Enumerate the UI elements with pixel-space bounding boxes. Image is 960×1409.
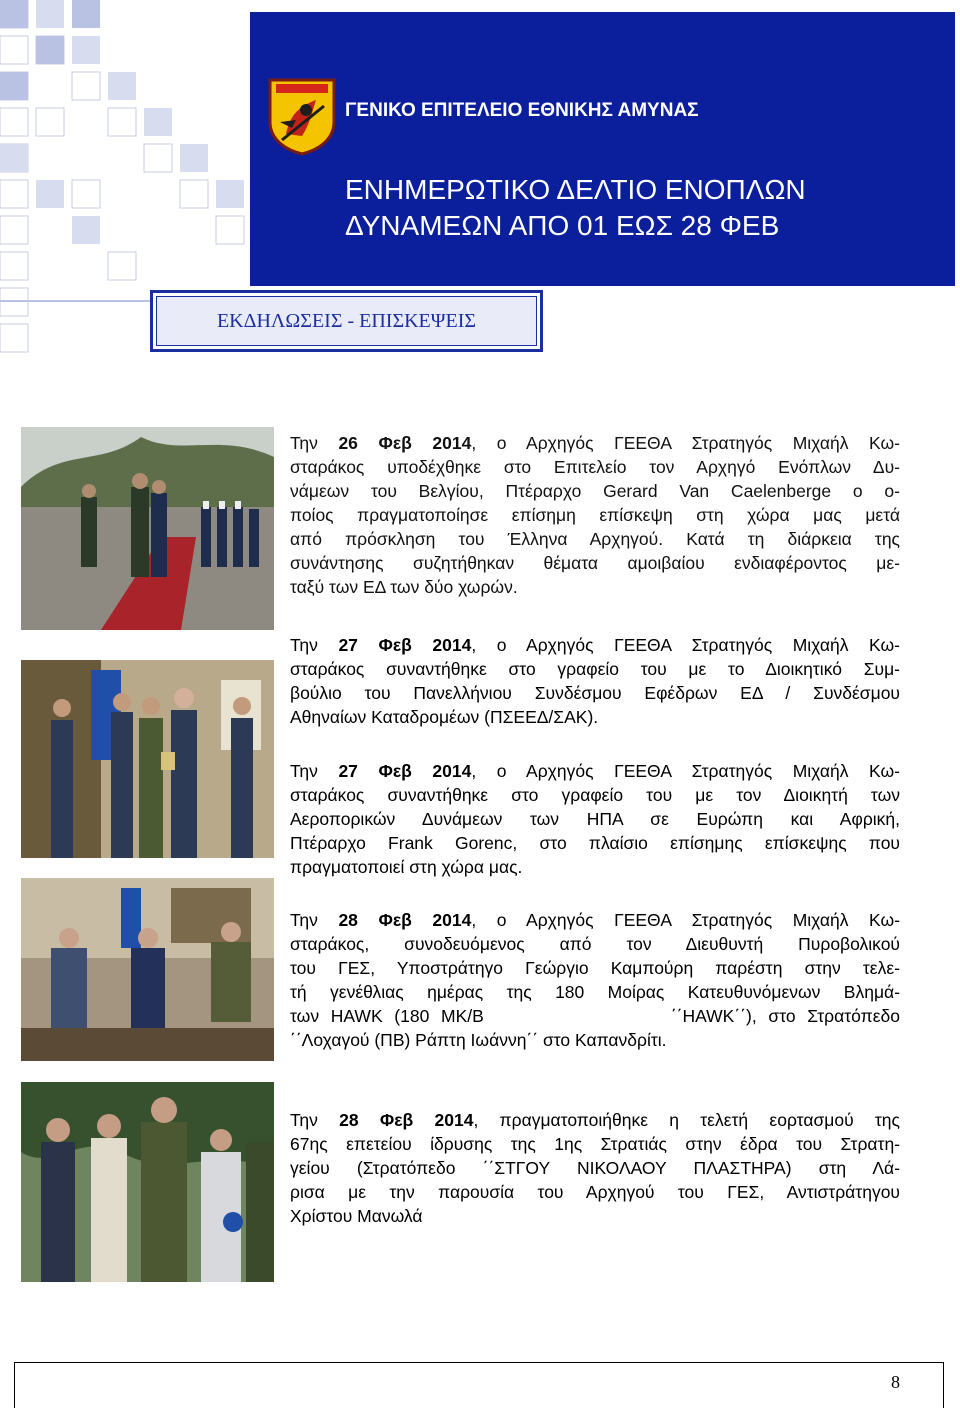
article-3-line-4: Πτέραρχο Frank Gorenc, στο πλαίσιο επίσημης επίσκεψης που [290, 833, 900, 853]
photo-anniversary-ceremony [21, 1082, 274, 1282]
article-4-line-2: σταράκος, συνοδευόμενος από τον Διευθυντή Πυροβολικού [290, 934, 900, 954]
article-5-line-3: γείου (Στρατόπεδο ΄΄ΣΤΓΟΥ ΝΙΚΟΛΑΟΥ ΠΛΑΣΤΗΡΑ) στη Λά- [290, 1158, 900, 1178]
article-1-line-3: νάμεων του Βελγίου, Πτέραρχο Gerard Van Caelenberge ο ο- [290, 481, 900, 501]
article-4-line-6: ΄΄Λοχαγού (ΠΒ) Ράπτη Ιωάννη΄΄ στο Καπανδρίτι. [290, 1030, 667, 1050]
article-1 [290, 431, 900, 599]
article-1-line-7: ταξύ των ΕΔ των δύο χωρών. [290, 577, 518, 597]
photo-guard-of-honour [21, 427, 274, 630]
article-3-line-3: Αεροπορικών Δυνάμεων των ΗΠΑ σε Ευρώπη και Αφρική, [290, 809, 900, 829]
page-number: 8 [891, 1372, 900, 1392]
footer-frame [14, 1362, 944, 1409]
article-2-line-2: σταράκος συναντήθηκε στο γραφείο του με το Διοικητικό Συμ- [290, 659, 900, 679]
article-4-line-4: τή γενέθλιας ημέρας της 180 Μοίρας Κατευθυνόμενων Βλημά- [290, 982, 900, 1002]
article-4-line-1: Την 28 Φεβ 2014, ο Αρχηγός ΓΕΕΘΑ Στρατηγός Μιχαήλ Κω- [290, 910, 900, 930]
article-5-line-2: 67ης επετείου ίδρυσης της 1ης Στρατιάς στην έδρα του Στρατη- [290, 1134, 900, 1154]
article-3-line-2: σταράκος συναντήθηκε στο γραφείο του με τον Διοικητή των [290, 785, 900, 805]
photo-office-meeting-reservists [21, 660, 274, 858]
article-5-line-4: ρισα με την παρουσία του Αρχηγού του ΓΕΣ, Αντιστράτηγου [290, 1182, 900, 1202]
section-title: ΕΚΔΗΛΩΣΕΙΣ - ΕΠΙΣΚΕΨΕΙΣ [216, 309, 477, 332]
general-staff-emblem [266, 76, 338, 156]
article-5 [290, 1108, 900, 1228]
article-3-line-5: πραγματοποιεί στη χώρα μας. [290, 857, 523, 877]
article-1-line-5: από πρόσκληση του Έλληνα Αρχηγού. Κατά τη διάρκεια της [290, 529, 900, 549]
article-4-line-3: του ΓΕΣ, Υποστράτηγο Γεώργιο Καμπούρη παρέστη στην τελε- [290, 958, 900, 978]
footer-frame-left [14, 1362, 15, 1408]
article-2-line-3: βούλιο του Πανελλήνιου Συνδέσμου Εφέδρων ΕΔ / Συνδέσμου [290, 683, 900, 703]
article-5-line-5: Χρίστου Μανωλά [290, 1206, 423, 1226]
article-4-line-5: των HAWK (180 ΜΚ/Β ΄΄HAWK΄΄), στο Στρατόπεδο [290, 1006, 900, 1026]
article-1-line-2: σταράκος υποδέχθηκε στο Επιτελείο τον Αρχηγό Ενόπλων Δυ- [290, 457, 900, 477]
article-4 [290, 908, 900, 1052]
bulletin-title [345, 172, 806, 244]
article-5-line-1: Την 28 Φεβ 2014, πραγματοποιήθηκε η τελετή εορτασμού της [290, 1110, 900, 1130]
article-2-line-4: Αθηναίων Καταδρομέων (ΠΣΕΕΔ/ΣΑΚ). [290, 707, 599, 727]
header-band [250, 12, 955, 286]
article-1-line-1: Την 26 Φεβ 2014, ο Αρχηγός ΓΕΕΘΑ Στρατηγός Μιχαήλ Κω- [290, 433, 900, 453]
article-3-line-1: Την 27 Φεβ 2014, ο Αρχηγός ΓΕΕΘΑ Στρατηγός Μιχαήλ Κω- [290, 761, 900, 781]
article-2 [290, 633, 900, 729]
organization-name: ΓΕΝΙΚΟ ΕΠΙΤΕΛΕΙΟ ΕΘΝΙΚΗΣ ΑΜΥΝΑΣ [345, 100, 699, 121]
bulletin-title-line-2: ΔΥΝΑΜΕΩΝ ΑΠΟ 01 ΕΩΣ 28 ΦΕΒ [345, 210, 780, 241]
article-3 [290, 759, 900, 879]
bulletin-title-line-1: ΕΝΗΜΕΡΩΤΙΚΟ ΔΕΛΤΙΟ ΕΝΟΠΛΩΝ [345, 174, 806, 205]
footer-frame-right [943, 1362, 944, 1408]
article-2-line-1: Την 27 Φεβ 2014, ο Αρχηγός ΓΕΕΘΑ Στρατηγός Μιχαήλ Κω- [290, 635, 900, 655]
article-1-line-4: ποίος πραγματοποίησε επίσημη επίσκεψη στη χώρα μας μετά [290, 505, 900, 525]
photo-office-meeting-usaf [21, 878, 274, 1061]
article-1-line-6: συνάντησης συζητήθηκαν θέματα αμοιβαίου ενδιαφέροντος με- [290, 553, 900, 573]
section-heading-box [150, 290, 543, 352]
